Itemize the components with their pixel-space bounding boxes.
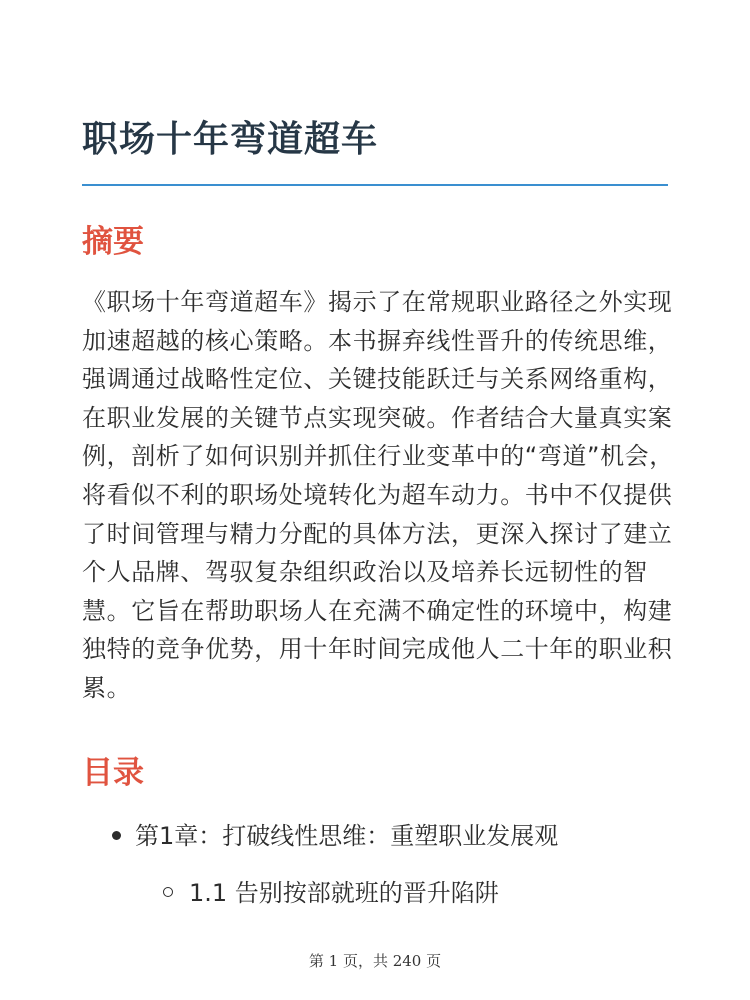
toc-chapter-1-label: 第1章：打破线性思维：重塑职业发展观	[135, 822, 559, 850]
toc-chapter-1	[112, 816, 558, 856]
document-title: 职场十年弯道超车	[82, 119, 379, 160]
toc-section-1-1-label: 1.1 告别按部就班的晋升陷阱	[189, 879, 499, 907]
filled-bullet-icon	[112, 831, 121, 840]
abstract-heading: 摘要	[82, 224, 144, 260]
abstract-paragraph: 《职场十年弯道超车》揭示了在常规职业路径之外实现加速超越的核心策略。本书摒弃线性晋升的传统思维，强调通过战略性定位、关键技能跃迁与关系网络重构，在职业发展的关键节点实现突破。作者结合大量真实案例，剖析了如何识别并抓住行业变革中的“弯道”机会，将看似不利的职场处境转化为超车动力。书中不仅提供了时间管理与精力分配的具体方法，更深入探讨了建立个人品牌、驾驭复杂组织政治以及培养长远韧性的智慧。它旨在帮助职场人在充满不确定性的环境中，构建独特的竞争优势，用十年时间完成他人二十年的职业积累。	[82, 288, 674, 702]
toc-heading: 目录	[82, 755, 144, 791]
toc-section-1-1	[163, 873, 499, 913]
page-footer: 第 1 页，共 240 页	[308, 952, 442, 970]
hollow-bullet-icon	[163, 887, 173, 897]
title-divider	[82, 184, 668, 186]
